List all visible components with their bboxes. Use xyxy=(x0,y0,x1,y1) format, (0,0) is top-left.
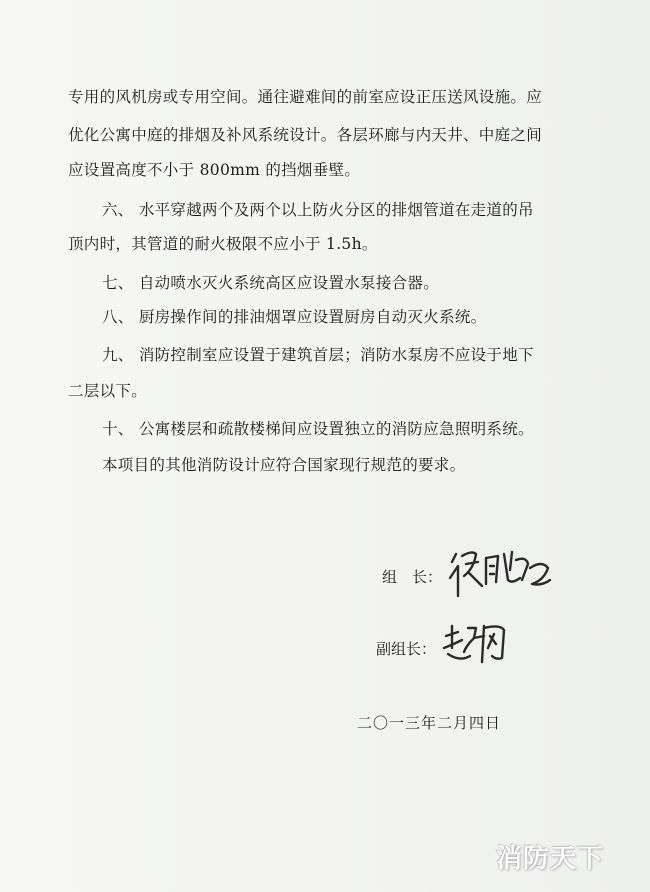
item-9-line-1: 九、 消防控制室应设置于建筑首层；消防水泵房不应设于地下 xyxy=(102,346,534,364)
item-7: 七、 自动喷水灭火系统高区应设置水泵接合器。 xyxy=(102,274,440,292)
site-watermark: 消防天下 xyxy=(496,844,605,874)
item-10: 十、 公寓楼层和疏散楼梯间应设置独立的消防应急照明系统。 xyxy=(102,420,534,438)
item-9-line-2: 二层以下。 xyxy=(68,382,148,400)
leader-signature xyxy=(446,540,556,602)
deputy-label: 副组长： xyxy=(376,640,437,658)
item-8: 八、 厨房操作间的排油烟罩应设置厨房自动灭火系统。 xyxy=(102,308,487,326)
text-line-3: 应设置高度不小于 800mm 的挡烟垂壁。 xyxy=(68,161,361,179)
document-date: 二〇一三年二月四日 xyxy=(357,714,502,732)
leader-label: 组 长： xyxy=(382,568,443,586)
text-line-2: 优化公寓中庭的排烟及补风系统设计。各层环廊与内天井、中庭之间 xyxy=(68,126,543,144)
closing-statement: 本项目的其他消防设计应符合国家现行规范的要求。 xyxy=(102,456,466,474)
item-6-line-2: 顶内时，其管道的耐火极限不应小于 1.5h。 xyxy=(68,235,378,253)
text-line-1: 专用的风机房或专用空间。通往避难间的前室应设正压送风设施。应 xyxy=(68,88,543,106)
deputy-signature xyxy=(440,618,516,670)
item-6-line-1: 六、 水平穿越两个及两个以上防火分区的排烟管道在走道的吊 xyxy=(102,201,534,219)
